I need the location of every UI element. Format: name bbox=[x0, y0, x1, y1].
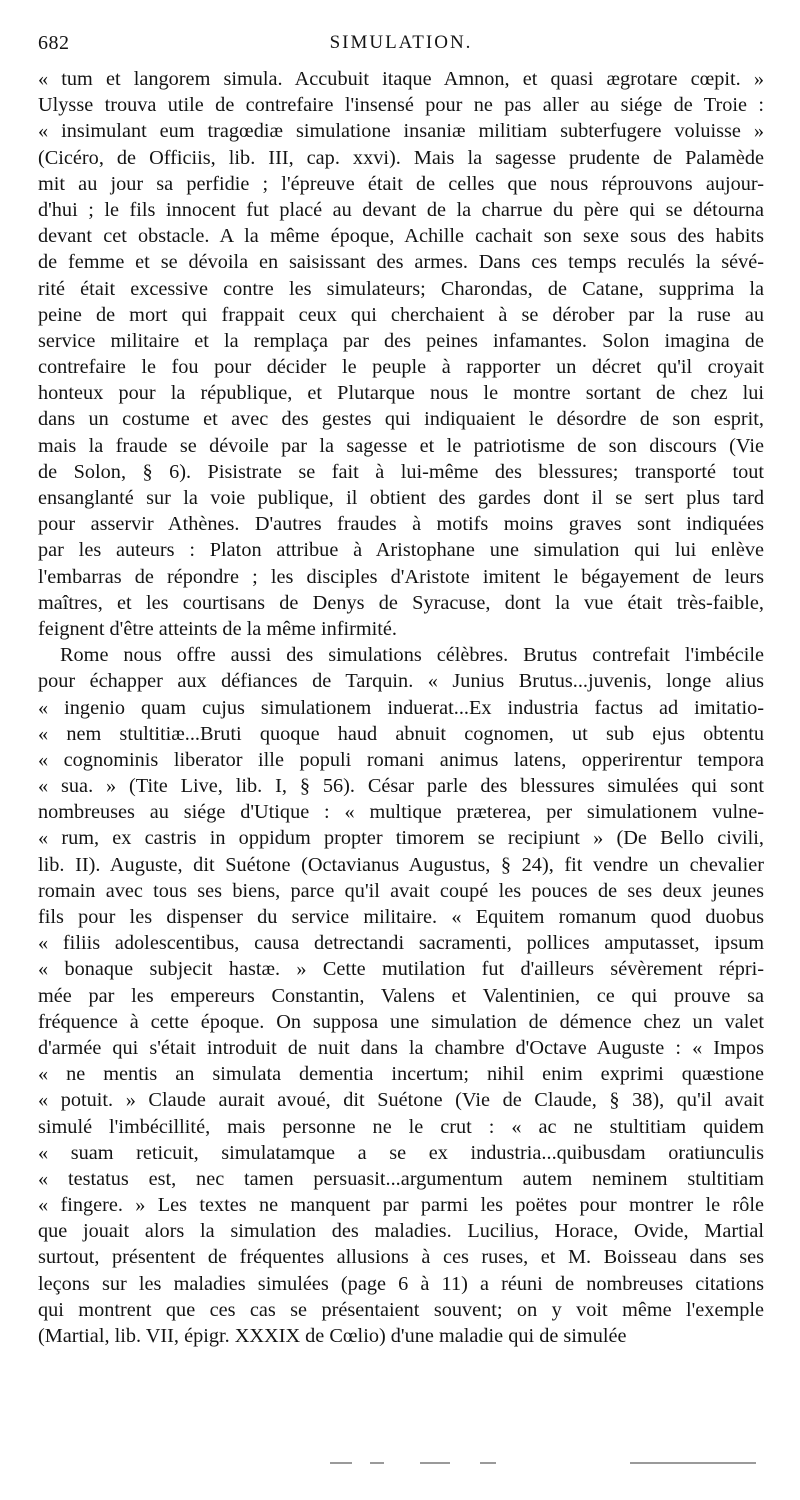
text-line: « insimulant eum tragœdiæ simulatione insaniæ militiam subterfugere voluisse » bbox=[38, 120, 764, 143]
text-line: service militaire et la remplaça par des peines infamantes. Solon imagina de bbox=[38, 329, 764, 352]
text-line: de Solon, § 6). Pisistrate se fait à lui-même des blessures; transporté tout bbox=[38, 460, 764, 483]
text-line: mée par les empereurs Constantin, Valens et Valentinien, ce qui prouve sa bbox=[38, 984, 764, 1007]
text-line: « ne mentis an simulata dementia incertum; nihil enim exprimi quæstione bbox=[38, 1063, 764, 1086]
body-text bbox=[38, 66, 764, 1349]
text-line: d'armée qui s'était introduit de nuit dans la chambre d'Octave Auguste : « Impos bbox=[38, 1036, 764, 1059]
text-line: d'hui ; le fils innocent fut placé au devant de la charrue du père qui se détourna bbox=[38, 198, 764, 221]
text-line: « sua. » (Tite Live, lib. I, § 56). César parle des blessures simulées qui sont bbox=[38, 775, 764, 798]
paragraph bbox=[38, 642, 764, 1349]
text-line: simulé l'imbécillité, mais personne ne le crut : « ac ne stultitiam quidem bbox=[38, 1115, 764, 1138]
text-line: contrefaire le fou pour décider le peuple à rapporter un décret qu'il croyait bbox=[38, 356, 764, 379]
text-line: peine de mort qui frappait ceux qui cherchaient à se dérober par la ruse au bbox=[38, 303, 764, 326]
paragraph bbox=[38, 66, 764, 642]
text-line: Ulysse trouva utile de contrefaire l'insensé pour ne pas aller au siége de Troie : bbox=[38, 94, 764, 117]
text-line: « potuit. » Claude aurait avoué, dit Suétone (Vie de Claude, § 38), qu'il avait bbox=[38, 1089, 764, 1112]
text-line: maîtres, et les courtisans de Denys de Syracuse, dont la vue était très-faible, bbox=[38, 591, 764, 614]
text-line: surtout, présentent de fréquentes allusions à ces ruses, et M. Boisseau dans ses bbox=[38, 1246, 764, 1269]
text-line: pour échapper aux défiances de Tarquin. « Junius Brutus...juvenis, longe alius bbox=[38, 670, 764, 693]
text-line: par les auteurs : Platon attribue à Aristophane une simulation qui lui enlève bbox=[38, 539, 764, 562]
text-line: « suam reticuit, simulatamque a se ex industria...quibusdam oratiunculis bbox=[38, 1141, 764, 1164]
text-line: dans un costume et avec des gestes qui indiquaient le désordre de son esprit, bbox=[38, 408, 764, 431]
text-line: fils pour les dispenser du service militaire. « Equitem romanum quod duobus bbox=[38, 906, 764, 928]
text-line: « nem stultitiæ...Bruti quoque haud abnuit cognomen, ut sub ejus obtentu bbox=[38, 722, 764, 745]
text-line: romain avec tous ses biens, parce qu'il avait coupé les pouces de ses deux jeunes bbox=[38, 879, 764, 902]
text-line: que jouait alors la simulation des maladies. Lucilius, Horace, Ovide, Martial bbox=[38, 1220, 764, 1243]
text-line: (Cicéro, de Officiis, lib. III, cap. xxvi). Mais la sagesse prudente de Palamède bbox=[38, 146, 764, 169]
text-line: l'embarras de répondre ; les disciples d'Aristote imitent le bégayement de leurs bbox=[38, 565, 764, 588]
text-line: de femme et se dévoila en saisissant des armes. Dans ces temps reculés la sévé- bbox=[38, 251, 764, 274]
text-line: « ingenio quam cujus simulationem induerat...Ex industria factus ad imitatio- bbox=[38, 696, 764, 719]
text-line: « testatus est, nec tamen persuasit...argumentum autem neminem stultitiam bbox=[38, 1167, 764, 1190]
text-line: « bonaque subjecit hastæ. » Cette mutilation fut d'ailleurs sévèrement répri- bbox=[38, 958, 764, 981]
text-line: qui montrent que ces cas se présentaient souvent; on y voit même l'exemple bbox=[38, 1298, 764, 1321]
text-line: honteux pour la république, et Plutarque nous le montre sortant de chez lui bbox=[38, 382, 764, 405]
text-line: Rome nous offre aussi des simulations célèbres. Brutus contrefait l'imbécile bbox=[60, 644, 764, 667]
text-line: fréquence à cette époque. On supposa une simulation de démence chez un valet bbox=[38, 1010, 764, 1033]
bleed-through-marks bbox=[330, 1458, 760, 1470]
text-line: pour asservir Athènes. D'autres fraudes à motifs moins graves sont indiquées bbox=[38, 513, 764, 536]
text-line: « filiis adolescentibus, causa detrectandi sacramenti, pollices amputasset, ipsum bbox=[38, 932, 764, 955]
text-line: « rum, ex castris in oppidum propter timorem se recipiunt » (De Bello civili, bbox=[38, 827, 764, 850]
text-line: mais la fraude se dévoile par la sagesse et le patriotisme de son discours (Vie bbox=[38, 434, 764, 457]
text-line: lib. II). Auguste, dit Suétone (Octavianus Augustus, § 24), fit vendre un chevalier bbox=[38, 853, 764, 876]
text-line: (Martial, lib. VII, épigr. XXXIX de Cœlio) d'une maladie qui de simulée bbox=[38, 1325, 627, 1347]
book-page bbox=[38, 28, 764, 1349]
text-line: rité était excessive contre les simulateurs; Charondas, de Catane, supprima la bbox=[38, 277, 764, 300]
text-line: « fingere. » Les textes ne manquent par parmi les poëtes pour montrer le rôle bbox=[38, 1194, 764, 1217]
text-line: leçons sur les maladies simulées (page 6 à 11) a réuni de nombreuses citations bbox=[38, 1272, 764, 1295]
text-line: feignent d'être atteints de la même infirmité. bbox=[38, 617, 398, 640]
text-line: nombreuses au siége d'Utique : « multique præterea, per simulationem vulne- bbox=[38, 801, 764, 824]
text-line: ensanglanté sur la voie publique, il obtient des gardes dont il se sert plus tard bbox=[38, 487, 764, 509]
text-line: devant cet obstacle. A la même époque, Achille cachait son sexe sous des habits bbox=[38, 225, 764, 248]
running-title: SIMULATION. bbox=[329, 32, 473, 53]
running-head bbox=[38, 28, 764, 62]
text-line: mit au jour sa perfidie ; l'épreuve était de celles que nous réprouvons aujour- bbox=[38, 172, 764, 195]
page-number: 682 bbox=[38, 32, 70, 54]
text-line: « tum et langorem simula. Accubuit itaque Amnon, et quasi ægrotare cœpit. » bbox=[38, 68, 764, 90]
text-line: « cognominis liberator ille populi romani animus latens, opperirentur tempora bbox=[38, 748, 764, 771]
